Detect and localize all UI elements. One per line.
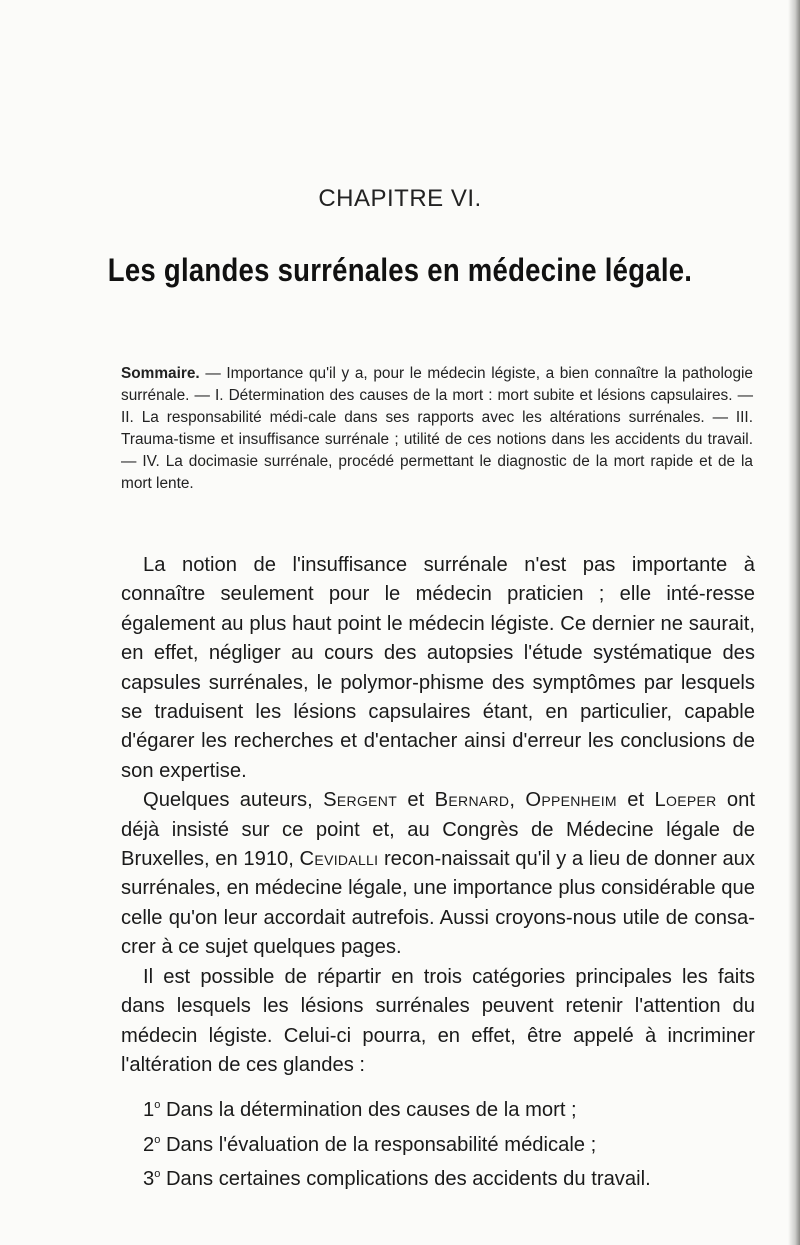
list-item-number: 1 — [143, 1099, 155, 1122]
paragraph-2-text-b: et — [397, 789, 435, 812]
paragraph-2-text-e: ont déjà insisté sur ce point et, au Congrès de Médecine légale de Bruxelles, en 1910, — [121, 789, 755, 871]
chapter-heading: CHAPITRE VI. — [318, 185, 482, 212]
list-item — [121, 1126, 755, 1160]
author-oppenheim: Oppenheim — [525, 789, 617, 812]
list-item-text: Dans l'évaluation de la responsabilité médicale ; — [160, 1133, 597, 1156]
paragraph-2-text-a: Quelques auteurs, — [143, 789, 324, 812]
list-item-ordinal: o — [154, 1133, 161, 1146]
list-item-text: Dans la détermination des causes de la mort ; — [160, 1099, 577, 1122]
list-item-ordinal: o — [154, 1168, 161, 1181]
paragraph-2-text-c: , — [509, 789, 526, 812]
list-item — [121, 1091, 755, 1125]
chapter-summary — [121, 363, 753, 495]
author-bernard: Bernard — [434, 789, 510, 812]
paragraph-3: Il est possible de répartir en trois catégories principales les faits dans lesquels les lésions surrénales peuvent retenir l'attention du médecin légiste. Celui-ci pourra, en effet, être appelé à incriminer l'altération de ces glandes : — [121, 965, 755, 1076]
author-loeper: Loeper — [654, 789, 717, 812]
chapter-title: Les glandes surrénales en médecine légale. — [107, 252, 693, 288]
list-item-number: 3 — [143, 1168, 155, 1191]
list-item-number: 2 — [143, 1133, 155, 1156]
author-cevidalli: Cevidalli — [299, 848, 379, 871]
author-sergent: Sergent — [323, 789, 398, 812]
body-text — [121, 551, 755, 1195]
paragraph-2-text-d: et — [616, 789, 655, 812]
summary-text: — Importance qu'il y a, pour le médecin légiste, a bien connaître la pathologie surrénale. — I. Détermination des causes de la mort : mort subite et lésions capsulaires. — II. La responsabilité médi-cale dans ses rapports avec les altérations surrénales. — III. Trauma-tisme et insuffisance surrénale ; utilité de ces notions dans les accidents du travail. — IV. La docimasie surrénale, procédé permettant le diagnostic de la mort rapide et de la mort lente. — [121, 365, 753, 492]
enumeration-list — [121, 1091, 755, 1194]
summary-label: Sommaire. — [121, 365, 200, 382]
list-item-ordinal: o — [154, 1099, 161, 1112]
paragraph-2 — [121, 786, 755, 962]
list-item-text: Dans certaines complications des accidents du travail. — [160, 1168, 651, 1191]
list-item — [121, 1160, 755, 1194]
paragraph-1: La notion de l'insuffisance surrénale n'est pas importante à connaître seulement pour le médecin praticien ; elle inté-resse également au plus haut point le médecin légiste. Ce dernier ne saurait, en effet, négliger au cours des autopsies l'étude systématique des capsules surrénales, le polymor-phisme des symptômes par lesquels se traduisent les lésions capsulaires étant, en particulier, capable d'égarer les recherches et d'entacher ainsi d'erreur les conclusions de son expertise. — [121, 554, 755, 782]
paragraph-2-text-f: recon-naissait qu'il y a lieu de donner aux surrénales, en médecine légale, une importance plus considérable que celle qu'on leur accordait autrefois. Aussi croyons-nous utile de consa-crer à ce sujet quelques pages. — [121, 848, 755, 959]
